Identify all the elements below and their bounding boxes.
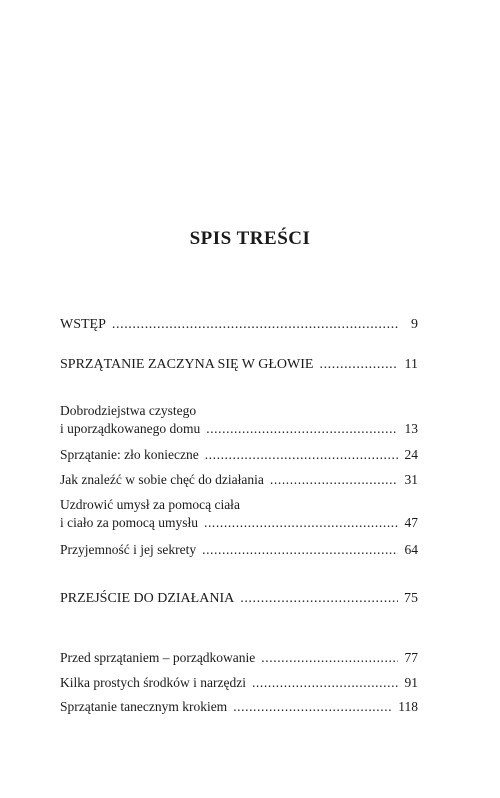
toc-entry-page: 64 xyxy=(404,542,418,557)
toc-entry-page: 9 xyxy=(411,317,418,332)
toc-entry-page: 13 xyxy=(404,421,418,436)
toc-leader-dots xyxy=(112,316,398,334)
toc-leader-dots xyxy=(261,649,398,667)
toc-entry xyxy=(60,496,418,532)
toc-entry-title: Kilka prostych środków i narzędzi xyxy=(60,675,246,690)
toc-entry-title: Jak znaleźć w sobie chęć do działania xyxy=(60,472,264,487)
toc-entry-page: 24 xyxy=(404,447,418,462)
toc-entry-page: 77 xyxy=(404,650,418,665)
toc-entry-title: Przyjemność i jej sekrety xyxy=(60,542,197,557)
toc-entry-title: SPRZĄTANIE ZACZYNA SIĘ W GŁOWIE xyxy=(60,357,314,372)
toc-entry xyxy=(60,541,418,559)
toc-entry-page: 91 xyxy=(404,675,418,690)
toc-leader-dots xyxy=(252,674,398,692)
toc-entry-title-line1: Uzdrowić umysł za pomocą ciała xyxy=(60,497,240,512)
page-title: SPIS TREŚCI xyxy=(189,228,311,249)
toc-entry-page: 118 xyxy=(398,699,418,714)
toc-entry-page: 47 xyxy=(404,515,418,530)
toc-entry-title: WSTĘP xyxy=(60,317,106,332)
toc-entry-page: 75 xyxy=(404,591,418,606)
toc-entry xyxy=(60,674,418,692)
toc-leader-dots xyxy=(202,541,398,559)
toc-entry xyxy=(60,471,418,489)
toc-leader-dots xyxy=(270,471,398,489)
toc-entry-page: 11 xyxy=(404,357,418,372)
toc-entry xyxy=(60,356,418,374)
toc-leader-dots xyxy=(205,446,398,464)
toc-entry xyxy=(60,698,418,716)
toc-entry-page: 31 xyxy=(404,472,418,487)
toc-entry-title: PRZEJŚCIE DO DZIAŁANIA xyxy=(60,591,235,606)
toc-entry-title: Przed sprzątaniem – porządkowanie xyxy=(60,650,256,665)
toc-entry-title: i uporządkowanego domu xyxy=(60,421,201,436)
toc-entry-title: Sprzątanie: zło konieczne xyxy=(60,447,199,462)
toc-entry xyxy=(60,402,418,438)
toc-entry-title: i ciało za pomocą umysłu xyxy=(60,515,198,530)
toc-entry xyxy=(60,316,418,334)
toc-leader-dots xyxy=(206,420,398,438)
toc-entry-title: Sprzątanie tanecznym krokiem xyxy=(60,699,228,714)
toc-leader-dots xyxy=(204,514,398,532)
toc-entry-title-line1: Dobrodziejstwa czystego xyxy=(60,403,197,418)
toc-entry xyxy=(60,590,418,608)
toc-leader-dots xyxy=(240,590,398,608)
toc-entry xyxy=(60,649,418,667)
toc-leader-dots xyxy=(319,356,398,374)
toc-leader-dots xyxy=(233,698,392,716)
toc-entry xyxy=(60,446,418,464)
